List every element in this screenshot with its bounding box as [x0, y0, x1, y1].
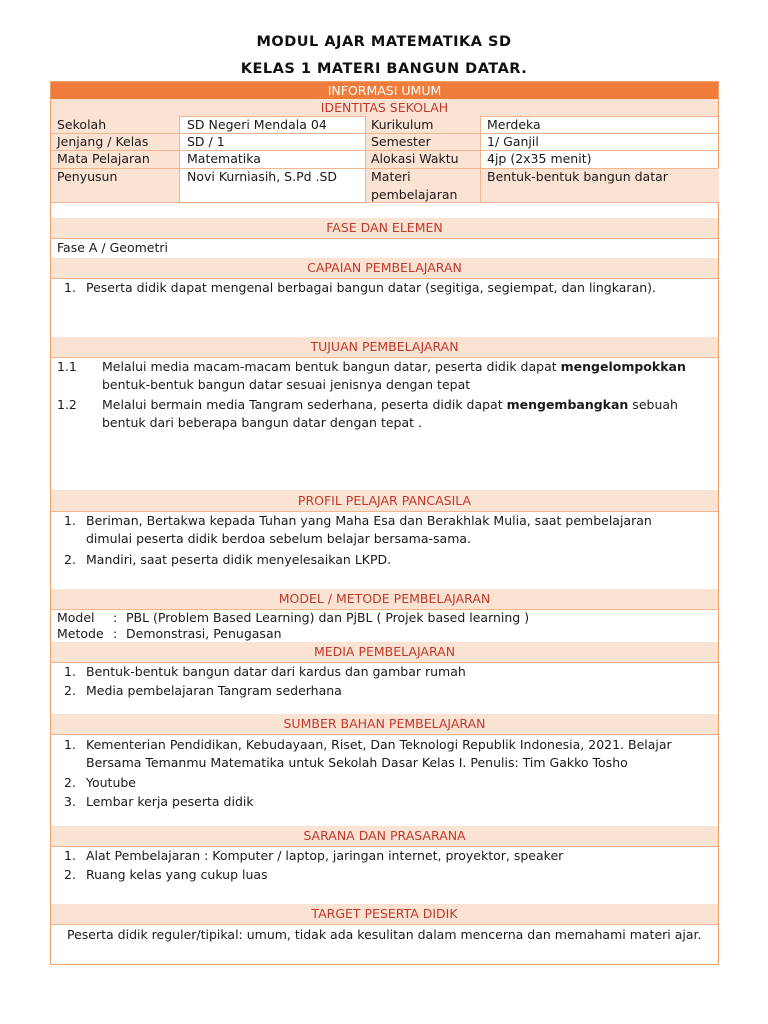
label-kurikulum: Kurikulum: [371, 117, 434, 132]
label-alokasi-waktu: Alokasi Waktu: [371, 151, 459, 166]
tujuan-item: Melalui media macam-macam bentuk bangun datar, peserta didik dapat mengelompokkan: [102, 359, 686, 374]
section-sarana: SARANA DAN PRASARANA: [51, 826, 718, 846]
target-text: Peserta didik reguler/tipikal: umum, tidak ada kesulitan dalam mencerna dan memahami materi ajar.: [67, 927, 702, 942]
profil-item: Mandiri, saat peserta didik menyelesaikan LKPD.: [86, 552, 392, 567]
section-fase-elemen: FASE DAN ELEMEN: [51, 218, 718, 238]
label-penyusun: Penyusun: [57, 169, 118, 184]
label-sekolah: Sekolah: [57, 117, 107, 132]
section-sumber: SUMBER BAHAN PEMBELAJARAN: [51, 714, 718, 734]
label-jenjang-kelas: Jenjang / Kelas: [57, 134, 149, 149]
document-title: MODUL AJAR MATEMATIKA SD: [256, 34, 512, 50]
section-profil-pancasila: PROFIL PELAJAR PANCASILA: [51, 490, 718, 511]
fase-text: Fase A / Geometri: [57, 240, 168, 255]
value-sekolah: SD Negeri Mendala 04: [187, 117, 327, 132]
label-mata-pelajaran: Mata Pelajaran: [57, 151, 150, 166]
model-value: PBL (Problem Based Learning) dan PjBL ( Projek based learning ): [126, 610, 530, 625]
sarana-item: Alat Pembelajaran : Komputer / laptop, jaringan internet, proyektor, speaker: [86, 848, 564, 863]
value-kurikulum: Merdeka: [487, 117, 541, 132]
model-label: Model: [57, 610, 95, 625]
value-jenjang-kelas: SD / 1: [187, 134, 225, 149]
capaian-item: Peserta didik dapat mengenal berbagai bangun datar (segitiga, segiempat, dan lingkaran).: [86, 280, 656, 295]
label-semester: Semester: [371, 134, 431, 149]
tujuan-number: 1.1: [57, 359, 77, 374]
sumber-item: Lembar kerja peserta didik: [86, 794, 254, 809]
tujuan-item: Melalui bermain media Tangram sederhana, peserta didik dapat mengembangkan sebuah: [102, 397, 678, 412]
sarana-item: Ruang kelas yang cukup luas: [86, 867, 268, 882]
section-target: TARGET PESERTA DIDIK: [51, 904, 718, 924]
modul-ajar-table: INFORMASI UMUM IDENTITAS SEKOLAH Sekolah SD Negeri Mendala 04 Kurikulum Merdeka Jenjang / Kelas SD / 1 Semester 1/ Ganjil Mata Pelajaran Matematika Alokasi Waktu 4jp (2x35 menit) Penyusun Novi Kurniasih, S.Pd .SD Materi pembelajaran Bentuk-bentuk bangun datar FASE DAN ELEMEN Fase A / Geometri CAPAIAN PEMBELAJARAN 1. Peserta didik dapat mengenal berbagai bangun datar (segitiga, segiempat, dan lingkaran). TUJUAN PEMBELAJARAN 1.1 Melalui media macam-macam bentuk bangun datar, peserta didik dapat mengelompokkan bentuk-bentuk bangun datar sesuai jenisnya dengan tepat 1.2 Melalui bermain media Tangram sederhana, peserta didik dapat mengembangkan sebuah bentuk dari beberapa bangun datar dengan tepat . PROFIL PELAJAR PANCASILA 1. Beriman, Bertakwa kepada Tuhan yang Maha Esa dan Berakhlak Mulia, saat pembelajaran dimulai peserta didik berdoa sebelum belajar bersama-sama. 2. Mandiri, saat peserta didik menyelesaikan LKPD. MODEL / METODE PEMBELAJARAN Model : PBL (Problem Based Learning) dan PjBL ( Projek based learning ) Metode : Demonstrasi, Penugasan MEDIA PEMBELAJARAN 1. Bentuk-bentuk bangun datar dari kardus dan gambar rumah 2. Media pembelajaran Tangram sederhana SUMBER BAHAN PEMBELAJARAN 1. Kementerian Pendidikan, Kebudayaan, Riset, Dan Teknologi Republik Indonesia, 2021. Belajar Bersama Temanmu Matematika untuk Sekolah Dasar Kelas I. Penulis: Tim Gakko Tosho 2. Youtube 3. Lembar kerja peserta didik SARANA DAN PRASARANA 1. Alat Pembelajaran : Komputer / laptop, jaringan internet, proyektor, speaker 2. Ruang kelas yang cukup luas TARGET PESERTA DIDIK Peserta didik reguler/tipikal: umum, tidak ada kesulitan dalam mencerna dan memahami materi ajar.: [50, 81, 719, 965]
section-tujuan: TUJUAN PEMBELAJARAN: [51, 337, 718, 357]
sumber-item: Youtube: [86, 775, 136, 790]
tujuan-item-line2: bentuk dari beberapa bangun datar dengan tepat .: [102, 415, 422, 430]
metode-label: Metode: [57, 626, 104, 641]
media-item: Media pembelajaran Tangram sederhana: [86, 683, 342, 698]
profil-item: Beriman, Bertakwa kepada Tuhan yang Maha Esa dan Berakhlak Mulia, saat pembelajaran dimulai peserta didik berdoa sebelum belajar bersama-sama.: [86, 513, 652, 546]
value-alokasi-waktu: 4jp (2x35 menit): [487, 151, 592, 166]
sumber-item: Kementerian Pendidikan, Kebudayaan, Riset, Dan Teknologi Republik Indonesia, 2021. Belajar Bersama Temanmu Matematika untuk Sekolah Dasar Kelas I. Penulis: Tim Gakko Tosho: [86, 737, 672, 770]
section-identitas-sekolah: IDENTITAS SEKOLAH: [51, 99, 718, 116]
section-capaian: CAPAIAN PEMBELAJARAN: [51, 258, 718, 278]
label-materi-pembelajaran: Materi pembelajaran: [371, 169, 458, 202]
section-informasi-umum: INFORMASI UMUM: [51, 82, 718, 99]
media-item: Bentuk-bentuk bangun datar dari kardus dan gambar rumah: [86, 664, 466, 679]
section-media: MEDIA PEMBELAJARAN: [51, 642, 718, 662]
section-model-metode: MODEL / METODE PEMBELAJARAN: [51, 589, 718, 609]
document-subtitle: KELAS 1 MATERI BANGUN DATAR.: [240, 61, 528, 77]
value-penyusun: Novi Kurniasih, S.Pd .SD: [187, 169, 338, 184]
value-mata-pelajaran: Matematika: [187, 151, 261, 166]
tujuan-number: 1.2: [57, 397, 77, 412]
value-semester: 1/ Ganjil: [487, 134, 539, 149]
metode-value: Demonstrasi, Penugasan: [126, 626, 282, 641]
tujuan-item-line2: bentuk-bentuk bangun datar sesuai jenisnya dengan tepat: [102, 377, 471, 392]
value-materi-pembelajaran: Bentuk-bentuk bangun datar: [487, 169, 668, 184]
